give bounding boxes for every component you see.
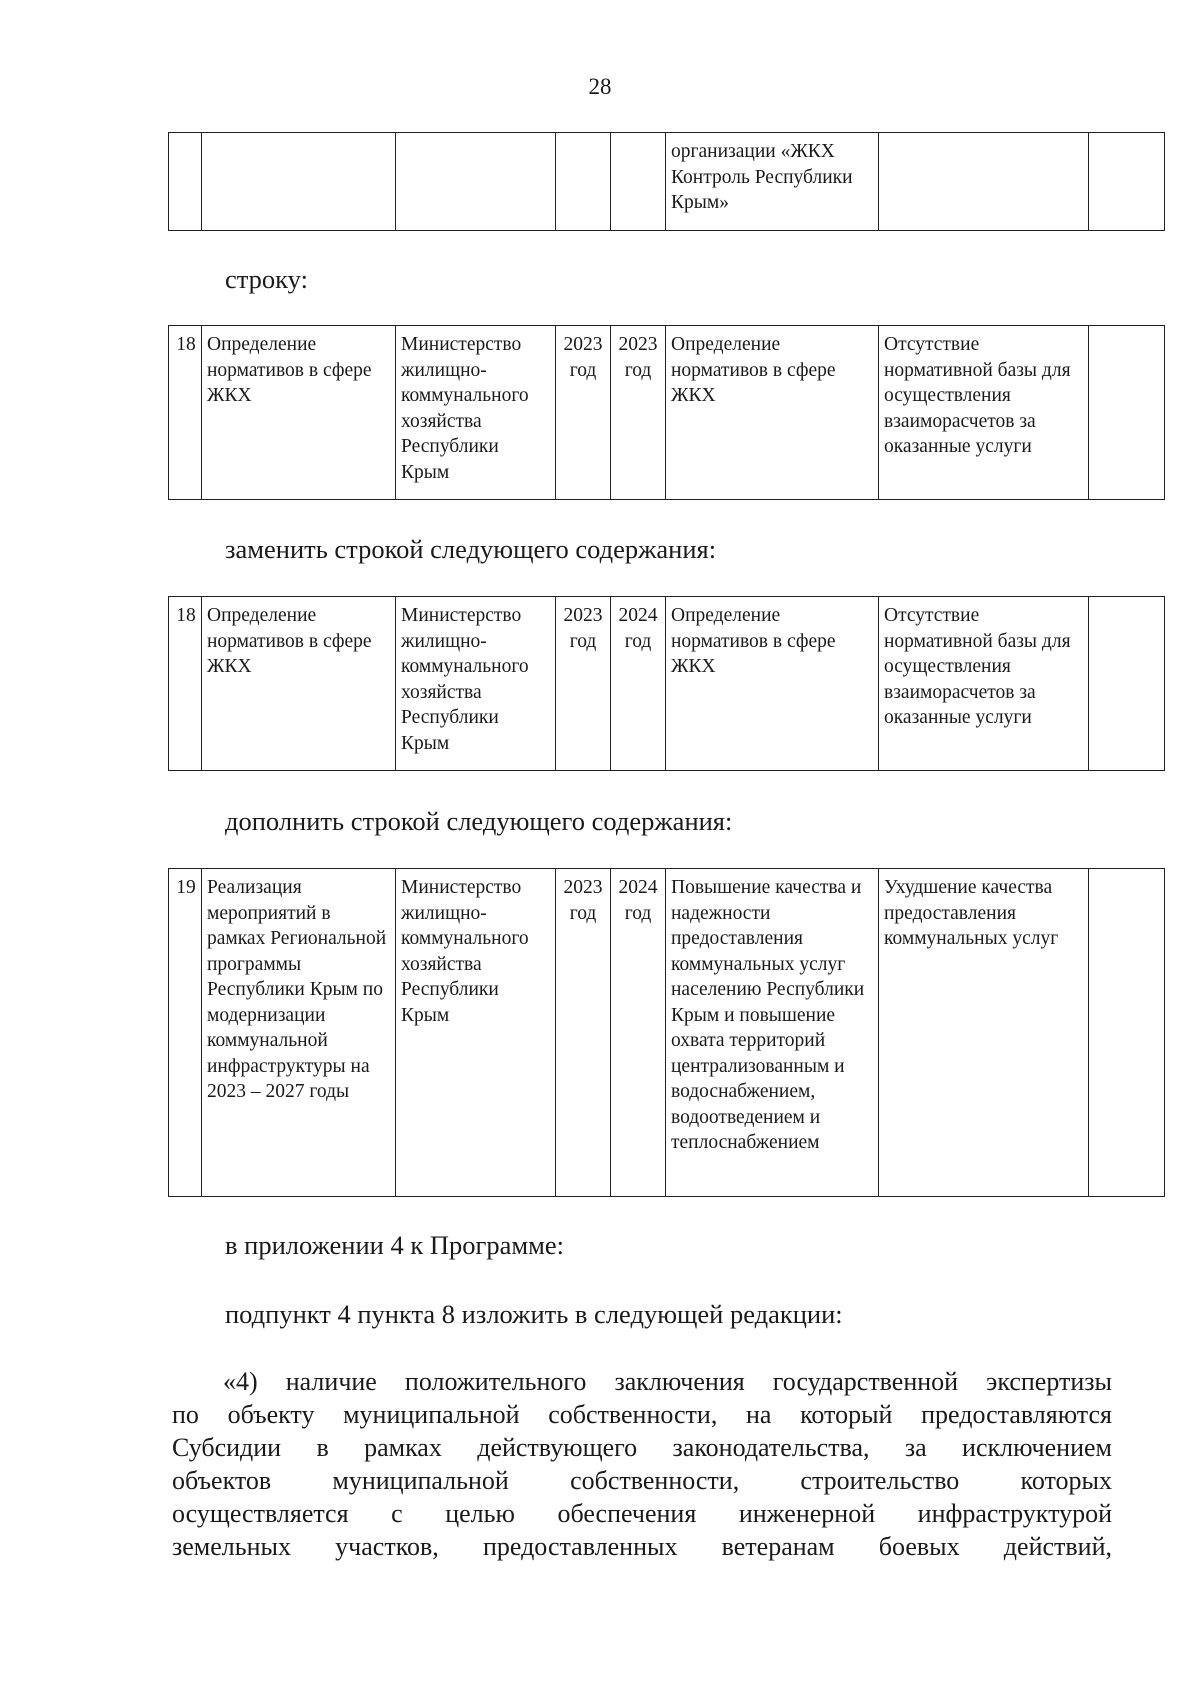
paragraph-line: Субсидии в рамках действующего законодательства, за исключением (172, 1433, 1112, 1462)
cell-result: Повышение качества и надежности предоставления коммунальных услуг населению Республики Крым и повышение охвата территорий централизованным и водоснабжением, водоотведением и теплоснабжением (666, 869, 879, 1197)
cell-num: 19 (169, 869, 202, 1197)
table-old-row (168, 325, 1165, 500)
cell-num (169, 133, 202, 231)
cell-start: 2023 год (556, 326, 611, 500)
label-stroku: строку: (225, 264, 308, 294)
cell-name (202, 133, 396, 231)
cell-num: 18 (169, 597, 202, 771)
cell-executor (396, 133, 556, 231)
amendment-paragraph (172, 1365, 1112, 1563)
cell-consequence: Ухудшение качества предоставления коммунальных услуг (879, 869, 1089, 1197)
cell-extra (1089, 869, 1165, 1197)
indent (172, 1365, 223, 1398)
cell-consequence: Отсутствие нормативной базы для осуществления взаиморасчетов за оказанные услуги (879, 597, 1089, 771)
paragraph-line: осуществляется с целью обеспечения инженерной инфраструктурой (172, 1499, 1112, 1528)
cell-result: Определение нормативов в сфере ЖКХ (666, 326, 879, 500)
label-appendix: в приложении 4 к Программе: (225, 1230, 565, 1260)
paragraph-line: по объекту муниципальной собственности, на который предоставляются (172, 1400, 1112, 1429)
cell-executor: Министерство жилищно-коммунального хозяйства Республики Крым (396, 597, 556, 771)
cell-end: 2024 год (611, 869, 666, 1197)
cell-start: 2023 год (556, 597, 611, 771)
cell-name: Определение нормативов в сфере ЖКХ (202, 326, 396, 500)
cell-end (611, 133, 666, 231)
cell-end: 2024 год (611, 597, 666, 771)
paragraph-line-text: «4) наличие положительного заключения государственной экспертизы (223, 1367, 1112, 1396)
cell-consequence: Отсутствие нормативной базы для осуществления взаиморасчетов за оказанные услуги (879, 326, 1089, 500)
table-row (169, 597, 1165, 771)
table-continuation (168, 132, 1165, 231)
cell-extra (1089, 326, 1165, 500)
label-replace: заменить строкой следующего содержания: (225, 534, 717, 564)
cell-num: 18 (169, 326, 202, 500)
cell-start: 2023 год (556, 869, 611, 1197)
paragraph-line (172, 1365, 1112, 1398)
table-row (169, 869, 1165, 1197)
paragraph-line: объектов муниципальной собственности, строительство которых (172, 1466, 1112, 1495)
table-row (169, 133, 1165, 231)
cell-consequence (879, 133, 1089, 231)
label-subpoint: подпункт 4 пункта 8 изложить в следующей редакции: (225, 1299, 843, 1329)
cell-result: организации «ЖКХ Контроль Республики Крым» (666, 133, 879, 231)
page-number: 28 (588, 74, 612, 99)
table-added-row (168, 868, 1165, 1197)
label-add: дополнить строкой следующего содержания: (225, 806, 733, 836)
cell-name: Определение нормативов в сфере ЖКХ (202, 597, 396, 771)
cell-result: Определение нормативов в сфере ЖКХ (666, 597, 879, 771)
table-row (169, 326, 1165, 500)
table-new-row (168, 596, 1165, 771)
cell-extra (1089, 133, 1165, 231)
cell-start (556, 133, 611, 231)
cell-extra (1089, 597, 1165, 771)
paragraph-line: земельных участков, предоставленных ветеранам боевых действий, (172, 1532, 1112, 1561)
cell-end: 2023 год (611, 326, 666, 500)
cell-executor: Министерство жилищно-коммунального хозяйства Республики Крым (396, 326, 556, 500)
cell-name: Реализация мероприятий в рамках Региональной программы Республики Крым по модернизации коммунальной инфраструктуры на 2023 – 2027 годы (202, 869, 396, 1197)
cell-executor: Министерство жилищно-коммунального хозяйства Республики Крым (396, 869, 556, 1197)
